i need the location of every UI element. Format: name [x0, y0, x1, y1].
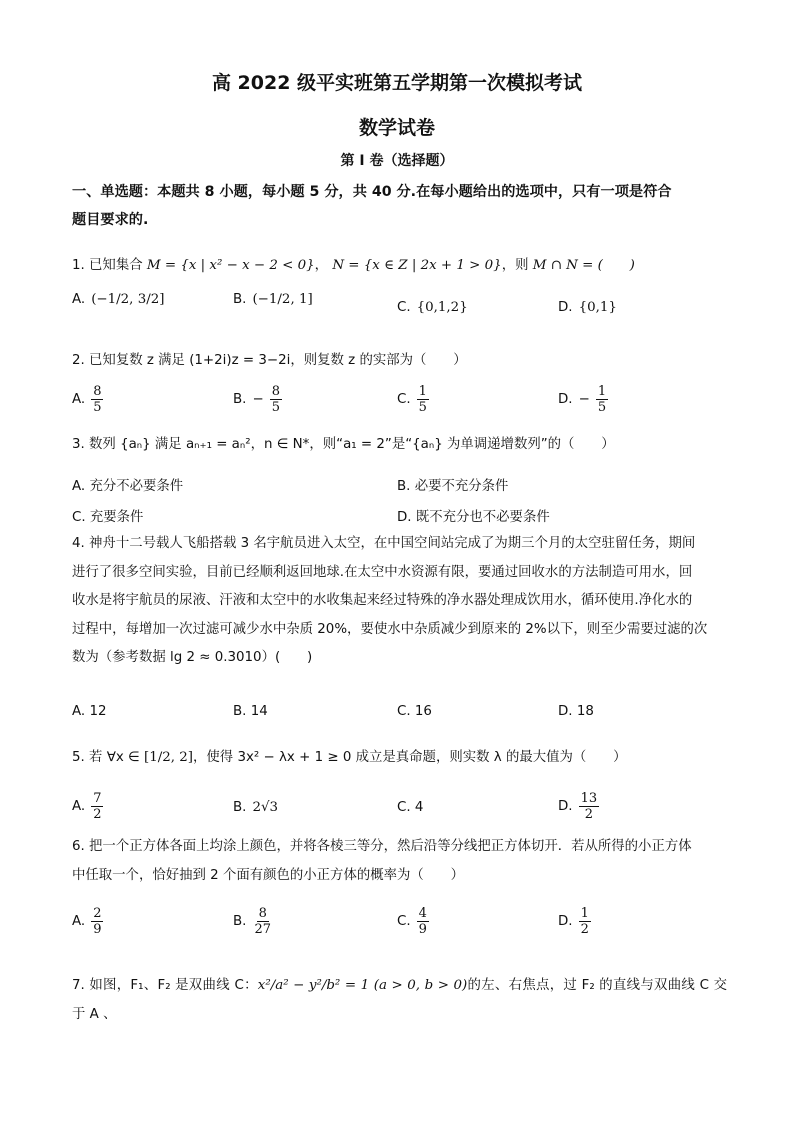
q4-line5: 数为（参考数据 lg 2 ≈ 0.3010）( ): [72, 650, 313, 665]
q1-option-a[interactable]: [72, 292, 164, 307]
q6-c-label: C.: [397, 914, 411, 929]
q2-a-num: 8: [93, 384, 102, 399]
q2-a-label: A.: [72, 392, 86, 407]
q6-c-num: 4: [418, 906, 427, 921]
q4-line1: 神舟十二号载人飞船搭载 3 名宇航员进入太空，在中国空间站完成了为期三个月的太空驻留任务，期间: [89, 536, 696, 551]
q6-d-num: 1: [580, 906, 589, 921]
question-7: [72, 972, 727, 1029]
section-heading-line2: 题目要求的.: [72, 212, 149, 228]
q5-option-a[interactable]: [72, 791, 103, 822]
question-3: [72, 431, 727, 460]
q6-option-b[interactable]: [233, 906, 273, 937]
q2-b-fraction: [270, 384, 282, 415]
q2-d-label: D.: [558, 392, 573, 407]
section-heading: [72, 178, 722, 234]
q1-number: 1.: [72, 258, 85, 273]
q5-post: ，使得 3x² − λx + 1 ≥ 0 成立是真命题，则实数 λ 的最大值为（ ）: [193, 750, 627, 765]
q2-option-a[interactable]: [72, 384, 103, 415]
q2-a-den: 5: [93, 400, 102, 415]
q4-line3: 收水是将宇航员的尿液、汗液和太空中的水收集起来经过特殊的净水器处理成饮用水，循环使用.净化水的: [72, 593, 693, 608]
exam-title: 高 2022 级平实班第五学期第一次模拟考试: [211, 72, 583, 94]
q5-d-den: 2: [584, 807, 593, 822]
q6-option-c[interactable]: [397, 906, 429, 937]
q6-line1: 把一个正方体各面上均涂上颜色，并将各棱三等分，然后沿等分线把正方体切开．若从所得的小正方体: [89, 839, 692, 854]
section-heading-line1: 一、单选题：本题共 8 小题，每小题 5 分，共 40 分.在每小题给出的选项中，只有一项是符合: [72, 184, 672, 200]
q6-option-a[interactable]: [72, 906, 103, 937]
q6-line2: 中任取一个，恰好抽到 2 个面有颜色的小正方体的概率为（ ）: [72, 867, 464, 883]
q3-option-a[interactable]: A. 充分不必要条件: [72, 479, 184, 494]
q1-c-label: C.: [397, 300, 411, 315]
q6-a-fraction: [91, 906, 103, 937]
q4-line4: 过程中，每增加一次过滤可减少水中杂质 20%，要使水中杂质减少到原来的 2%以下，则至少需要过滤的次: [72, 621, 708, 637]
q1-d-label: D.: [558, 300, 573, 315]
q2-a-fraction: [91, 384, 103, 415]
q2-c-label: C.: [397, 392, 411, 407]
q3-text: 数列 {aₙ} 满足 aₙ₊₁ = aₙ²，n ∈ N*，则“a₁ = 2”是“{aₙ} 为单调递增数列”的（ ）: [89, 437, 615, 452]
q5-b-label: B.: [233, 800, 247, 815]
q5-a-fraction: [91, 791, 103, 822]
q6-a-den: 9: [93, 922, 102, 937]
q1-sep: ，: [314, 258, 329, 273]
q4-option-b[interactable]: B. 14: [233, 704, 268, 719]
q3-option-b[interactable]: B. 必要不充分条件: [397, 479, 509, 494]
q5-option-c[interactable]: C. 4: [397, 800, 424, 815]
q2-b-num: 8: [271, 384, 280, 399]
question-4: [72, 530, 727, 673]
q5-number: 5.: [72, 750, 85, 765]
q5-d-label: D.: [558, 799, 573, 814]
q2-number: 2.: [72, 353, 85, 368]
q5-option-b[interactable]: [233, 800, 278, 815]
q6-a-label: A.: [72, 914, 86, 929]
q6-number: 6.: [72, 839, 85, 854]
q1-option-d[interactable]: [558, 300, 617, 315]
question-2: [72, 347, 727, 376]
question-1: [72, 252, 727, 281]
q2-b-label: B.: [233, 392, 247, 407]
q2-c-den: 5: [418, 400, 427, 415]
q7-equation: x²/a² − y²/b² = 1 (a > 0, b > 0): [257, 978, 468, 993]
q6-a-num: 2: [93, 906, 102, 921]
q6-d-den: 2: [580, 922, 589, 937]
q5-a-den: 2: [93, 807, 102, 822]
q3-option-d[interactable]: D. 既不充分也不必要条件: [397, 510, 550, 525]
q4-option-a[interactable]: A. 12: [72, 704, 107, 719]
q6-c-den: 9: [418, 922, 427, 937]
q7-post: 的左、右焦点，过 F₂ 的直线与双曲线 C 交于 A 、: [72, 978, 727, 1022]
q2-d-den: 5: [597, 400, 607, 415]
q3-number: 3.: [72, 437, 85, 452]
q1-expr: M ∩ N = ( ): [532, 258, 635, 273]
q1-option-c[interactable]: [397, 300, 468, 315]
q6-b-label: B.: [233, 914, 247, 929]
q5-pre: 若 ∀x ∈: [89, 750, 140, 765]
q7-pre: 如图，F₁、F₂ 是双曲线 C：: [89, 978, 258, 993]
q5-d-num: 13: [580, 791, 598, 806]
q2-c-fraction: [417, 384, 429, 415]
q1-pre: 已知集合: [89, 258, 143, 273]
q5-interval: [1/2, 2]: [143, 750, 194, 765]
q2-d-fraction: [596, 384, 608, 415]
q5-b-value: 2√3: [252, 800, 279, 815]
q1-c-value: {0,1,2}: [416, 300, 468, 315]
q4-option-c[interactable]: C. 16: [397, 704, 432, 719]
q5-d-fraction: [579, 791, 600, 822]
q1-d-value: {0,1}: [578, 300, 617, 315]
question-6: [72, 833, 727, 890]
q4-line2: 进行了很多空间实验，目前已经顺利返回地球.在太空中水资源有限，要通过回收水的方法制造可用水，回: [72, 564, 693, 580]
q5-a-label: A.: [72, 799, 86, 814]
q1-a-label: A.: [72, 292, 86, 307]
q2-text: 已知复数 z 满足 (1+2i)z = 3−2i，则复数 z 的实部为（ ）: [89, 353, 467, 368]
q2-option-c[interactable]: [397, 384, 429, 415]
q4-number: 4.: [72, 536, 85, 551]
q1-set-m: M = {x | x² − x − 2 < 0}: [146, 258, 315, 273]
part-label: 第 I 卷（选择题）: [340, 153, 454, 169]
q6-b-num: 8: [258, 906, 267, 921]
q7-number: 7.: [72, 978, 85, 993]
q1-option-b[interactable]: [233, 292, 313, 307]
q1-b-label: B.: [233, 292, 247, 307]
q6-c-fraction: [417, 906, 429, 937]
q3-option-c[interactable]: C. 充要条件: [72, 510, 144, 525]
q1-set-n: N = {x ∈ Z | 2x + 1 > 0}: [332, 258, 502, 273]
q2-b-den: 5: [271, 400, 280, 415]
q6-b-fraction: [252, 906, 273, 937]
q1-post: ，则: [501, 258, 529, 273]
q2-option-b[interactable]: [233, 384, 282, 415]
exam-subject: 数学试卷: [358, 117, 435, 139]
q2-d-sign: −: [578, 392, 590, 407]
q6-option-d[interactable]: [558, 906, 591, 937]
q2-c-num: 1: [418, 384, 427, 399]
q2-option-d[interactable]: [558, 384, 608, 415]
q6-b-den: 27: [254, 922, 271, 937]
q6-d-label: D.: [558, 914, 573, 929]
q1-a-value: (−1/2, 3/2]: [91, 292, 165, 307]
q5-option-d[interactable]: [558, 791, 599, 822]
q2-d-num: 1: [597, 384, 607, 399]
q5-a-num: 7: [93, 791, 102, 806]
q4-option-d[interactable]: D. 18: [558, 704, 594, 719]
q1-b-value: (−1/2, 1]: [252, 292, 313, 307]
q6-d-fraction: [579, 906, 591, 937]
q2-b-sign: −: [252, 392, 264, 407]
question-5: [72, 744, 727, 773]
